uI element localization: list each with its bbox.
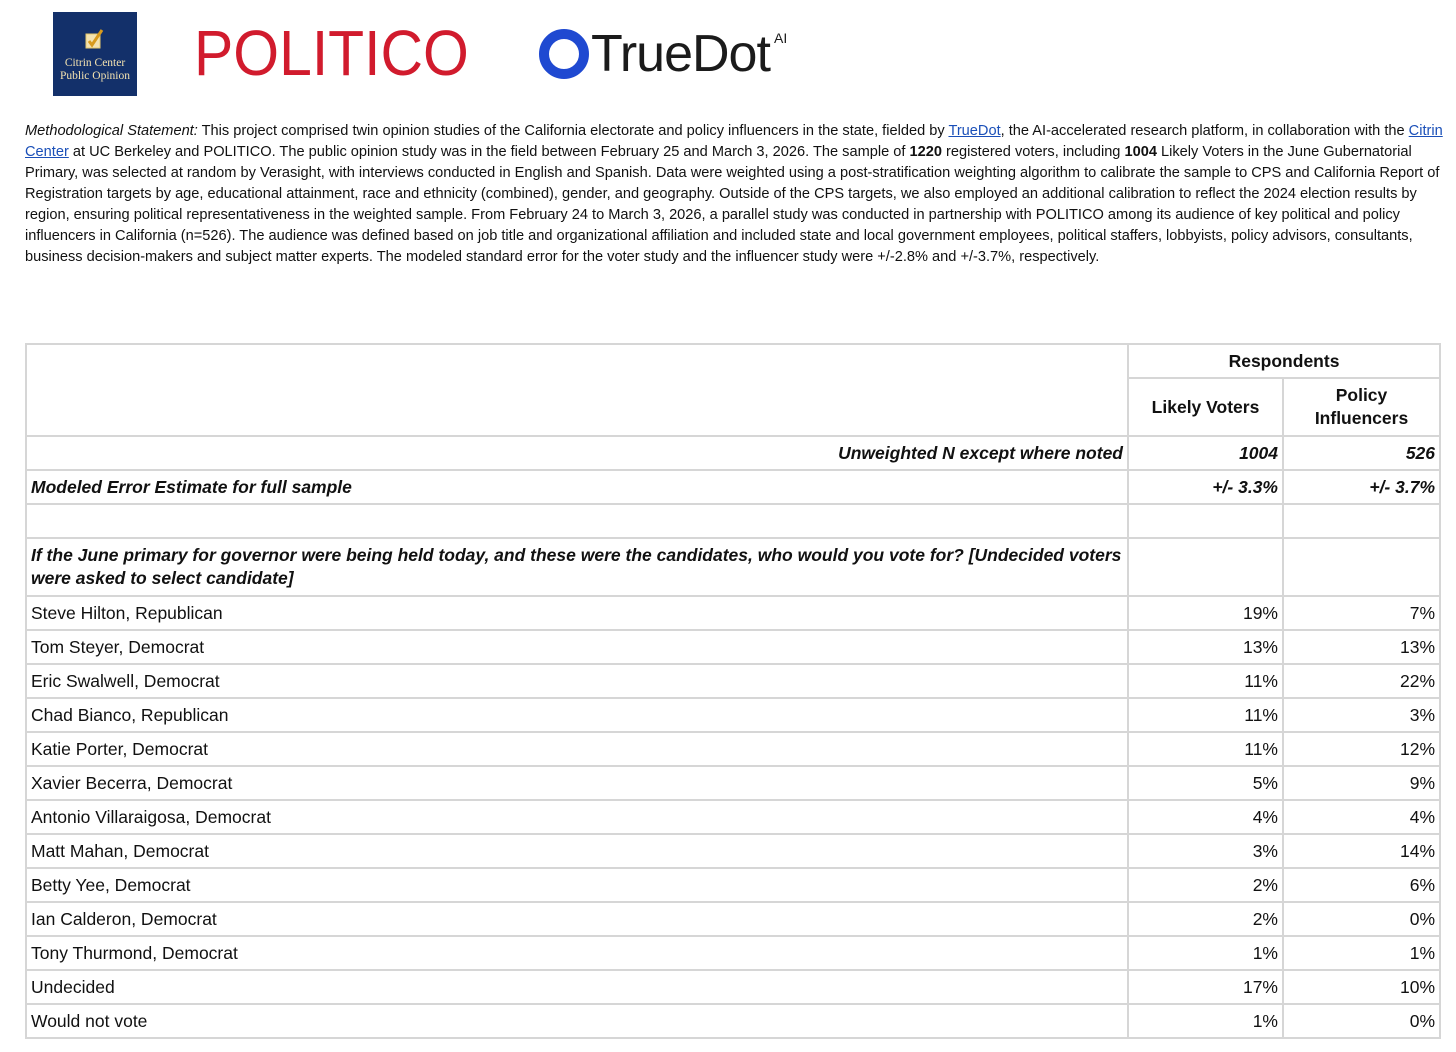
likely-voters-value: 11% (1128, 664, 1283, 698)
policy-influencers-value: 1% (1283, 936, 1440, 970)
spacer-cell (1128, 504, 1283, 538)
table-row (26, 766, 1440, 800)
likely-voters-value: 13% (1128, 630, 1283, 664)
likely-voters-value: 1% (1128, 936, 1283, 970)
citrin-logo-text: Citrin Center Public Opinion (60, 57, 130, 82)
policy-influencers-value: 7% (1283, 596, 1440, 630)
likely-voters-value: 1% (1128, 1004, 1283, 1038)
candidate-name: Betty Yee, Democrat (26, 868, 1128, 902)
header-row-respondents (26, 344, 1440, 378)
policy-influencers-value: 3% (1283, 698, 1440, 732)
table-row (26, 698, 1440, 732)
respondents-header: Respondents (1128, 344, 1440, 378)
table-row (26, 664, 1440, 698)
likely-voters-value: 19% (1128, 596, 1283, 630)
logo-bar (0, 0, 1456, 110)
results-table (25, 343, 1441, 1039)
truedot-ring-icon (538, 28, 590, 80)
table-row (26, 936, 1440, 970)
candidate-name: Tony Thurmond, Democrat (26, 936, 1128, 970)
likely-voters-value: 5% (1128, 766, 1283, 800)
methodological-statement: Methodological Statement: This project comprised twin opinion studies of the California electorate and policy influencers in the state, fielded by TrueDot, the AI-accelerated research platform, in collaboration with the Citrin Center at UC Berkeley and POLITICO. The public opinion study was in the field between February 25 and March 3, 2026. The sample of 1220 registered voters, including 1004 Likely Voters in the June Gubernatorial Primary, was selected at random by Verasight, with interviews conducted in English and Spanish. Data were weighted using a post-stratification weighting algorithm to calibrate the sample to CPS and California Report of Registration targets by age, educational attainment, race and ethnicity (combined), gender, and geography. Outside of the CPS targets, we also employed an additional calibration to reflect the 2024 election results by region, ensuring political representativeness in the weighted sample. From February 24 to March 3, 2026, a parallel study was conducted in partnership with POLITICO among its audience of key political and policy influencers in California (n=526). The audience was defined based on job title and organizational affiliation and included state and local government employees, political staffers, lobbyists, policy advisors, consultants, business decision-makers and subject matter experts. The modeled standard error for the voter study and the influencer study were +/-2.8% and +/-3.7%, respectively. (25, 123, 1443, 265)
unweighted-label: Unweighted N except where noted (26, 436, 1128, 470)
policy-influencers-value: 13% (1283, 630, 1440, 664)
spacer-row (26, 504, 1440, 538)
table-row (26, 732, 1440, 766)
policy-influencers-value: 0% (1283, 902, 1440, 936)
spacer-cell (1283, 504, 1440, 538)
likely-voters-header: Likely Voters (1128, 378, 1283, 436)
header-empty-cell (26, 344, 1128, 436)
error-lv: +/- 3.3% (1128, 470, 1283, 504)
truedot-ai-suffix: AI (774, 30, 788, 46)
policy-influencers-value: 4% (1283, 800, 1440, 834)
citrin-center-link[interactable]: Citrin Center (25, 123, 1443, 160)
candidate-name: Undecided (26, 970, 1128, 1004)
candidate-name: Steve Hilton, Republican (26, 596, 1128, 630)
error-pi: +/- 3.7% (1283, 470, 1440, 504)
candidate-name: Chad Bianco, Republican (26, 698, 1128, 732)
question-empty-cell (1283, 538, 1440, 596)
spacer-cell (26, 504, 1128, 538)
policy-influencers-header: Policy Influencers (1283, 378, 1440, 436)
table-row (26, 800, 1440, 834)
likely-voters-value: 4% (1128, 800, 1283, 834)
likely-voters-value: 11% (1128, 698, 1283, 732)
candidate-name: Antonio Villaraigosa, Democrat (26, 800, 1128, 834)
checkbox-icon (84, 28, 104, 50)
unweighted-lv: 1004 (1128, 436, 1283, 470)
likely-voters-value: 2% (1128, 902, 1283, 936)
candidate-name: Ian Calderon, Democrat (26, 902, 1128, 936)
table-row (26, 596, 1440, 630)
policy-influencers-value: 12% (1283, 732, 1440, 766)
candidate-name: Eric Swalwell, Democrat (26, 664, 1128, 698)
policy-influencers-value: 10% (1283, 970, 1440, 1004)
policy-influencers-value: 0% (1283, 1004, 1440, 1038)
candidate-name: Katie Porter, Democrat (26, 732, 1128, 766)
truedot-wordmark: TrueDot (591, 25, 770, 83)
question-text: If the June primary for governor were being held today, and these were the candidates, who would you vote for? [Undecided voters were asked to select candidate] (26, 538, 1128, 596)
table-row (26, 630, 1440, 664)
question-row (26, 538, 1440, 596)
likely-voters-value: 17% (1128, 970, 1283, 1004)
table-row (26, 834, 1440, 868)
unweighted-pi: 526 (1283, 436, 1440, 470)
question-empty-cell (1128, 538, 1283, 596)
politico-logo: POLITICO (194, 17, 469, 89)
citrin-center-logo (53, 12, 137, 96)
likely-voters-value: 2% (1128, 868, 1283, 902)
policy-influencers-value: 6% (1283, 868, 1440, 902)
policy-influencers-value: 14% (1283, 834, 1440, 868)
policy-influencers-value: 9% (1283, 766, 1440, 800)
table-row (26, 970, 1440, 1004)
table-row (26, 868, 1440, 902)
candidate-name: Xavier Becerra, Democrat (26, 766, 1128, 800)
candidate-name: Would not vote (26, 1004, 1128, 1038)
statement-label: Methodological Statement: (25, 123, 198, 139)
table-row (26, 1004, 1440, 1038)
candidate-name: Tom Steyer, Democrat (26, 630, 1128, 664)
policy-influencers-value: 22% (1283, 664, 1440, 698)
truedot-link[interactable]: TrueDot (948, 123, 1001, 139)
error-row (26, 470, 1440, 504)
likely-voters-value: 3% (1128, 834, 1283, 868)
error-label: Modeled Error Estimate for full sample (26, 470, 1128, 504)
candidate-name: Matt Mahan, Democrat (26, 834, 1128, 868)
table-row (26, 902, 1440, 936)
unweighted-row (26, 436, 1440, 470)
likely-voters-value: 11% (1128, 732, 1283, 766)
